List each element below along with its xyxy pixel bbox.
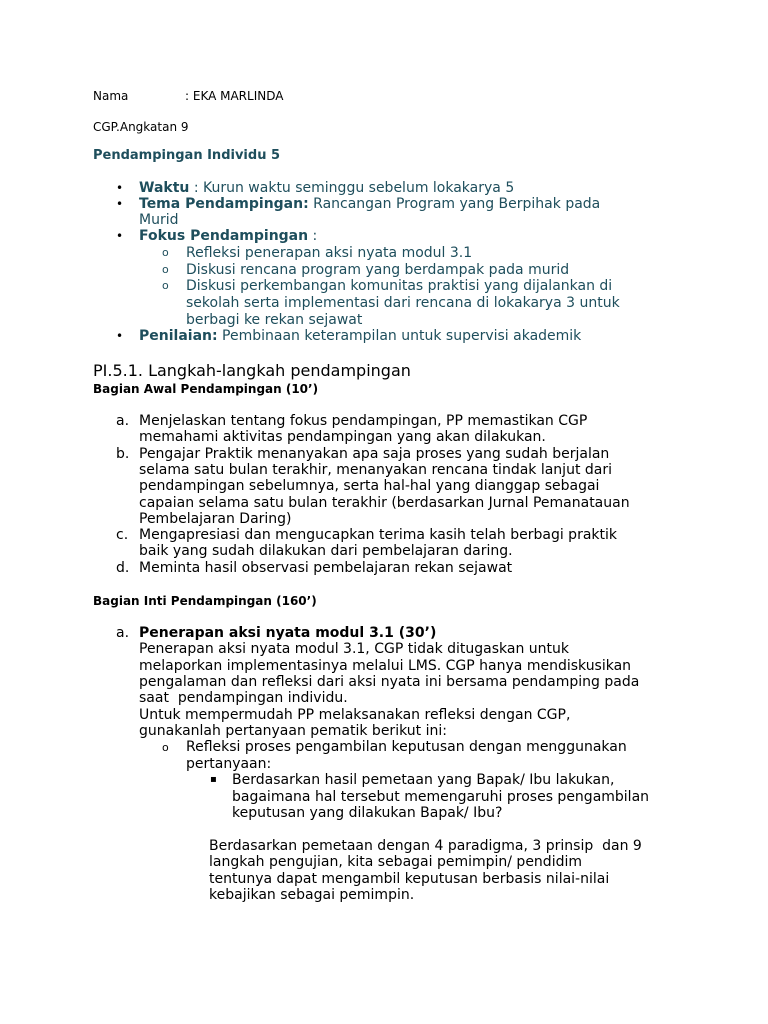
waktu-line [139, 180, 514, 196]
fokus-line [139, 228, 317, 244]
answer-line: tentunya dapat mengambil keputusan berbasis nilai-nilai [209, 871, 610, 887]
tema-label: Tema Pendampingan: [139, 196, 309, 212]
circle-bullet-icon: o [162, 279, 169, 292]
fokus-item-continued: berbagi ke rekan sejawat [186, 312, 363, 328]
list-label: a. [116, 625, 130, 641]
fokus-colon: : [308, 228, 318, 244]
circle-bullet-icon: o [162, 246, 169, 259]
list-label: c. [116, 527, 129, 543]
answer-line: kebajikan sebagai pemimpin. [209, 887, 415, 903]
section-heading: PI.5.1. Langkah-langkah pendampingan [93, 361, 411, 380]
question-line: bagaimana hal tersebut memengaruhi proses pengambilan [232, 789, 650, 805]
inti-paragraph-line: melaporkan implementasinya melalui LMS. CGP hanya mendiskusikan [139, 658, 632, 674]
cohort-label: CGP.Angkatan 9 [93, 120, 189, 134]
square-bullet-icon: ▪ [210, 774, 217, 785]
tema-line [139, 196, 600, 212]
list-label: a. [116, 413, 130, 429]
bullet-icon: • [116, 197, 124, 211]
question-line: keputusan yang dilakukan Bapak/ Ibu? [232, 805, 503, 821]
waktu-value: : Kurun waktu seminggu sebelum lokakarya 5 [189, 180, 515, 196]
list-item: Pengajar Praktik menanyakan apa saja proses yang sudah berjalan [139, 446, 610, 462]
circle-bullet-icon: o [162, 263, 169, 276]
list-label: b. [116, 446, 130, 462]
waktu-label: Waktu [139, 180, 190, 196]
name-label: Nama [93, 89, 129, 103]
circle-bullet-icon: o [162, 741, 169, 754]
bullet-icon: • [116, 181, 124, 195]
answer-line: langkah pengujian, kita sebagai pemimpin/ pendidim [209, 854, 582, 870]
fokus-label: Fokus Pendampingan [139, 228, 309, 244]
awal-heading: Bagian Awal Pendampingan (10’) [93, 382, 319, 396]
list-item-continued: memahami aktivitas pendampingan yang akan dilakukan. [139, 429, 546, 445]
fokus-item: Diskusi perkembangan komunitas praktisi yang dijalankan di [186, 278, 613, 294]
fokus-item: Diskusi rencana program yang berdampak pada murid [186, 262, 570, 278]
list-item-continued: pendampingan sebelumnya, serta hal-hal yang dianggap sebagai [139, 478, 600, 494]
document-title: Pendampingan Individu 5 [93, 148, 281, 163]
bullet-icon: • [116, 329, 124, 343]
tema-value: Rancangan Program yang Berpihak pada [308, 196, 601, 212]
tema-value-continued: Murid [139, 212, 179, 228]
inti-item-title: Penerapan aksi nyata modul 3.1 (30’) [139, 625, 437, 641]
answer-line: Berdasarkan pemetaan dengan 4 paradigma, 3 prinsip dan 9 [209, 838, 642, 854]
question-line: Berdasarkan hasil pemetaan yang Bapak/ Ibu lakukan, [232, 772, 615, 788]
penilaian-label: Penilaian: [139, 328, 218, 344]
inti-paragraph-line: gunakanlah pertanyaan pematik berikut ini: [139, 723, 447, 739]
inti-paragraph-line: Untuk mempermudah PP melaksanakan refleksi dengan CGP, [139, 707, 571, 723]
inti-paragraph-line: Penerapan aksi nyata modul 3.1, CGP tidak ditugaskan untuk [139, 641, 570, 657]
fokus-item: Refleksi penerapan aksi nyata modul 3.1 [186, 245, 473, 261]
list-label: d. [116, 560, 130, 576]
penilaian-line [139, 328, 581, 344]
list-item-continued: capaian selama satu bulan terakhir (berdasarkan Jurnal Pemanatauan [139, 495, 630, 511]
list-item: Meminta hasil observasi pembelajaran rekan sejawat [139, 560, 513, 576]
list-item-continued: baik yang sudah dilakukan dari pembelajaran daring. [139, 543, 513, 559]
fokus-item-continued: sekolah serta implementasi dari rencana di lokakarya 3 untuk [186, 295, 620, 311]
inti-paragraph-line: pengalaman dan refleksi dari aksi nyata ini bersama pendamping pada [139, 674, 640, 690]
list-item-continued: Pembelajaran Daring) [139, 511, 292, 527]
list-item-continued: selama satu bulan terakhir, menanyakan rencana tindak lanjut dari [139, 462, 612, 478]
name-value: : EKA MARLINDA [185, 89, 284, 103]
inti-paragraph-line: saat pendampingan individu. [139, 690, 348, 706]
bullet-icon: • [116, 229, 124, 243]
list-item: Menjelaskan tentang fokus pendampingan, PP memastikan CGP [139, 413, 588, 429]
penilaian-value: Pembinaan keterampilan untuk supervisi akademik [217, 328, 582, 344]
list-item: Mengapresiasi dan mengucapkan terima kasih telah berbagi praktik [139, 527, 617, 543]
sub-item-continued: pertanyaan: [186, 756, 272, 772]
inti-heading: Bagian Inti Pendampingan (160’) [93, 594, 317, 608]
sub-item: Refleksi proses pengambilan keputusan dengan menggunakan [186, 739, 627, 755]
